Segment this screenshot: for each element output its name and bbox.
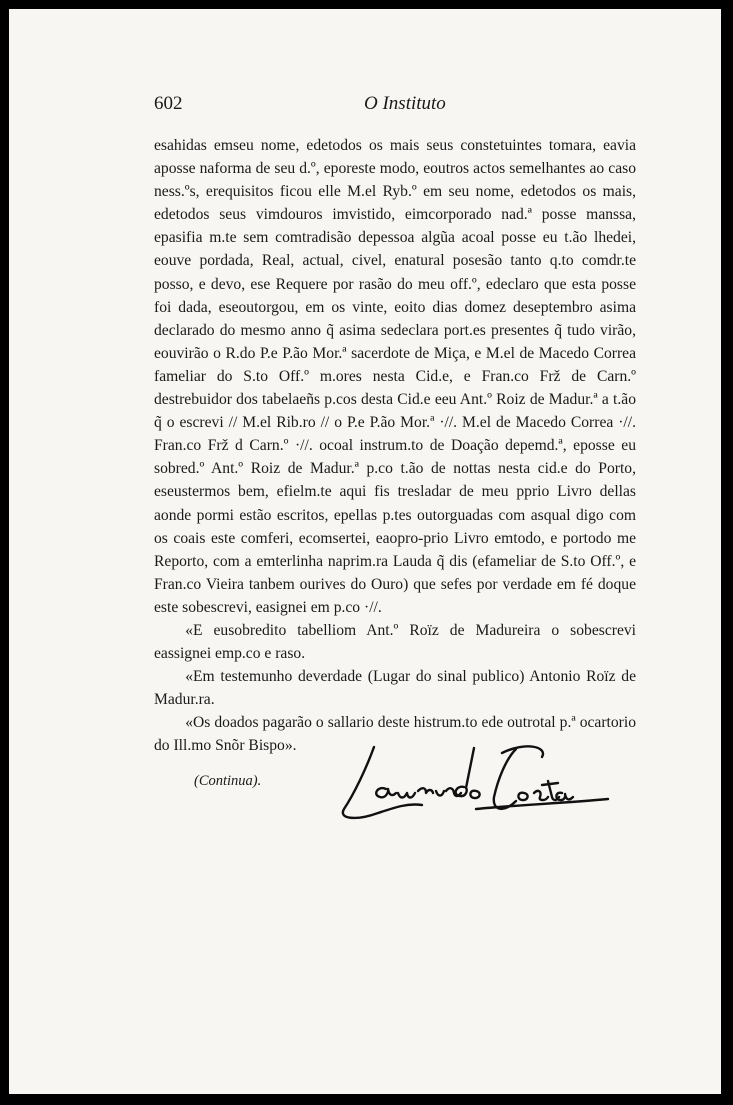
document-page xyxy=(9,9,721,1094)
page-number: 602 xyxy=(154,93,183,114)
paragraph: «Em testemunho deverdade (Lugar do sinal publico) Antonio Roïz de Madur.ra. xyxy=(154,668,636,709)
continua-note: (Continua). xyxy=(194,773,262,789)
running-title: O Instituto xyxy=(364,93,446,114)
document-body xyxy=(154,134,636,758)
handwritten-signature xyxy=(326,739,616,825)
signature-drawing xyxy=(326,739,616,825)
page-header xyxy=(154,93,654,119)
paragraph: esahidas emseu nome, edetodos os mais seus constetuintes tomara, eavia aposse naforma de seu d.º, eporeste modo, eoutros actos semelhantes ao caso ness.ºs, erequisitos ficou elle M.el Ryb.º em seu nome, edetodos os mais, edetodos seus vimdouros imvistido, eimcorporado nad.ª posse manssa, epasifia m.te sem comtradisão depessoa algũa acoal posse eu t.ão lhedei, eouve pordada, Real, actual, civel, enatural posesão tanto q.to comdr.te posso, e devo, ese Requere por rasão do meu off.º, edeclaro que esta posse foi dada, eseoutorgou, em os vinte, eoito dias domez deseptembro asima declarado do mesmo anno q̃ asima sedeclara port.es presentes q̃ tudo virão, eouvirão o R.do P.e P.ão Mor.ª sacerdote de Miça, e M.el de Macedo Correa fameliar do S.to Off.º m.ores nesta Cid.e, e Fran.co Frž de Carn.º destrebuidor dos tabelaeñs p.cos desta Cid.e eeu Ant.º Roiz de Madur.ª a t.ão q̃ o escrevi // M.el Rib.ro // o P.e P.ão Mor.ª ·//. M.el de Macedo Correa ·//. Fran.co Frž d Carn.º ·//. ocoal instrum.to de Doação depemd.ª, eposse eu sobred.º Ant.º Roiz de Madur.ª p.co t.ão de nottas nesta cid.e do Porto, eseustermos bem, efielm.te aqui fis tresladar de meu pprio Livro dellas aonde pormi estão escritos, epellas p.tes outorguadas com asqual digo com os coais este comferi, ecomsertei, eaopro-prio Livro emtodo, e portodo me Reporto, com a emterlinha naprim.ra Lauda q̃ dis (efameliar de S.to Off.º, e Fran.co Vieira tanbem ourives do Ouro) que sefes por verdade em fé doque este sobescrevi, easignei em p.co ·//. xyxy=(154,137,636,616)
signature-row xyxy=(194,739,624,829)
paragraph: «E eusobredito tabelliom Ant.º Roïz de Madureira o sobescrevi eassignei emp.co e raso. xyxy=(154,621,636,663)
paragraph: «Os doados pagarão o sallario deste histrum.to ede outrotal p.ª ocartorio do Ill.mo Snõr Bispo». xyxy=(154,714,636,755)
